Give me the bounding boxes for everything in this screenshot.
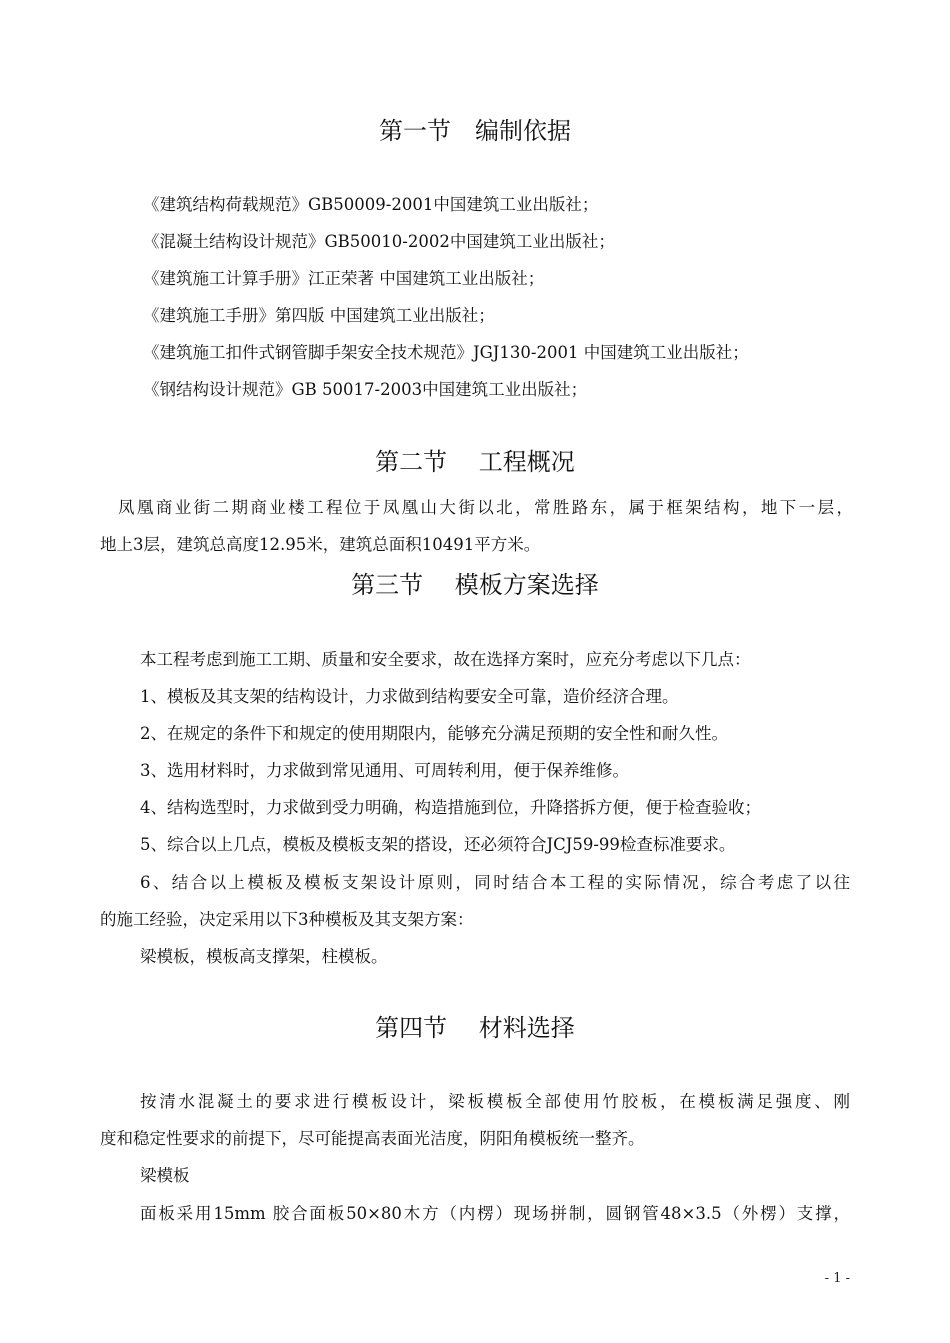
paragraph-line: 的施工经验，决定采用以下3种模板及其支架方案： (100, 910, 474, 929)
paragraph-line: 地上3层，建筑总高度12.95米，建筑总面积10491平方米。 (100, 535, 541, 554)
section-4-title: 第四节 材料选择 (375, 1014, 575, 1042)
section-1-title: 第一节 编制依据 (379, 117, 571, 145)
reference-item: 《钢结构设计规范》GB 50017-2003中国建筑工业出版社； (143, 380, 588, 399)
paragraph-line: 梁模板，模板高支撑架，柱模板。 (140, 947, 388, 966)
reference-item: 《混凝土结构设计规范》GB50010-2002中国建筑工业出版社； (143, 232, 615, 251)
section-2-title: 第二节 工程概况 (375, 448, 575, 476)
reference-item: 《建筑施工计算手册》江正荣著 中国建筑工业出版社； (143, 269, 545, 288)
subheading: 梁模板 (140, 1166, 190, 1185)
paragraph-line: 凤凰商业街二期商业楼工程位于凤凰山大街以北，常胜路东，属于框架结构，地下一层， (118, 498, 853, 517)
list-item: 4、结构选型时，力求做到受力明确，构造措施到位，升降搭拆方便，便于检查验收； (140, 798, 761, 817)
list-item: 3、选用材料时，力求做到常见通用、可周转利用，便于保养维修。 (140, 761, 629, 780)
paragraph-line: 度和稳定性要求的前提下，尽可能提高表面光洁度，阴阳角模板统一整齐。 (100, 1129, 645, 1148)
list-item: 2、在规定的条件下和规定的使用期限内，能够充分满足预期的安全性和耐久性。 (140, 724, 728, 743)
reference-item: 《建筑施工手册》第四版 中国建筑工业出版社； (143, 306, 495, 325)
paragraph-line: 按清水混凝土的要求进行模板设计，梁板模板全部使用竹胶板，在模板满足强度、刚 (140, 1092, 850, 1111)
page-number: - 1 - (824, 1271, 850, 1286)
reference-item: 《建筑施工扣件式钢管脚手架安全技术规范》JGJ130-2001 中国建筑工业出版社； (143, 343, 749, 362)
list-item: 1、模板及其支架的结构设计，力求做到结构要安全可靠，造价经济合理。 (140, 687, 679, 706)
list-item: 5、综合以上几点，模板及模板支架的搭设，还必须符合JCJ59-99检查标准要求。 (140, 835, 736, 854)
paragraph-line: 面板采用15mm 胶合面板50×80木方（内楞）现场拼制，圆钢管48×3.5（外楞）支撑， (140, 1204, 850, 1223)
list-item: 6、结合以上模板及模板支架设计原则，同时结合本工程的实际情况，综合考虑了以往 (140, 873, 850, 892)
reference-item: 《建筑结构荷载规范》GB50009-2001中国建筑工业出版社； (143, 195, 599, 214)
section-3-title: 第三节 模板方案选择 (351, 571, 599, 599)
paragraph-line: 本工程考虑到施工工期、质量和安全要求，故在选择方案时，应充分考虑以下几点： (140, 650, 751, 669)
